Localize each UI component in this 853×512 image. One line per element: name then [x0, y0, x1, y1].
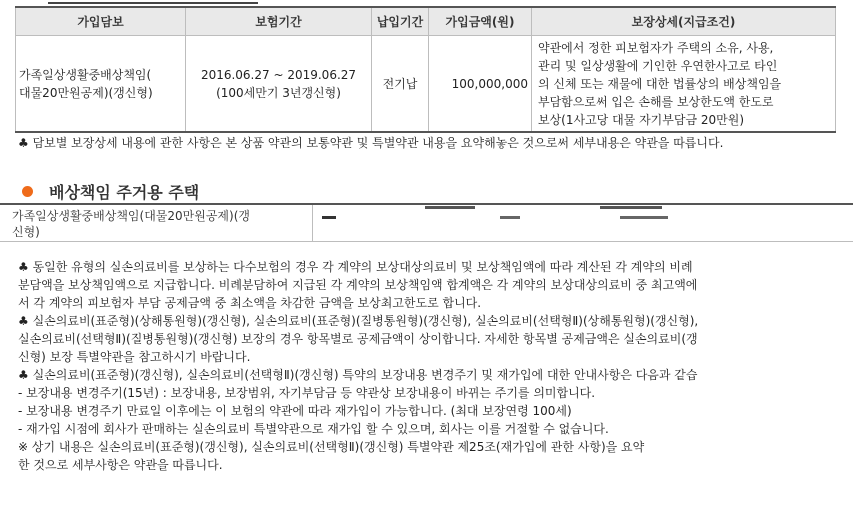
- notes-block: [18, 258, 838, 474]
- column-divider: [312, 205, 313, 241]
- detail-line: 약관에서 정한 피보험자가 주택의 소유, 사용,: [538, 40, 774, 55]
- coverage-line: 가족일상생활중배상책임(: [19, 67, 152, 82]
- table-header-row: [16, 7, 836, 36]
- detail-line: 보상(1사고당 대물 자기부담금 20만원): [538, 112, 745, 127]
- note-line: ※ 상기 내용은 실손의료비(표준형)(갱신형), 실손의료비(선택형Ⅱ)(갱신형) 특별약관 제25조(재가입에 관한 사항)을 요약: [18, 440, 645, 454]
- section-row-label: [12, 208, 310, 240]
- clipped-text-fragment: [322, 216, 336, 219]
- note-line: 한 것으로 세부사항은 약관을 따릅니다.: [18, 458, 223, 472]
- clipped-text-fragment: [600, 206, 662, 209]
- clipped-text-fragment: [620, 216, 668, 219]
- cell-coverage: [16, 36, 186, 133]
- section-heading: [22, 180, 199, 203]
- header-coverage: 가입담보: [16, 7, 186, 36]
- table-footnote: ♣ 담보별 보장상세 내용에 관한 사항은 본 상품 약관의 보통약관 및 특별약관 내용을 요약해놓은 것으로써 세부내용은 약관을 따릅니다.: [18, 136, 724, 150]
- note-line: 신형) 보장 특별약관을 참고하시기 바랍니다.: [18, 350, 251, 364]
- note-line: - 재가입 시점에 회사가 판매하는 실손의료비 특별약관으로 재가입 할 수 있으며, 회사는 이를 거절할 수 없습니다.: [18, 422, 609, 436]
- section-row-line: 가족일상생활중배상책임(대물20만원공제)(갱: [12, 209, 250, 223]
- table-row: [16, 36, 836, 133]
- cell-amount: 100,000,000: [429, 36, 532, 133]
- detail-line: 관리 및 일상생활에 기인한 우연한사고로 타인: [538, 58, 778, 73]
- period-line: 2016.06.27 ~ 2019.06.27: [200, 67, 357, 82]
- note-line: - 보장내용 변경주기 만료일 이후에는 이 보험의 약관에 따라 재가입이 가능합니다. (최대 보장연령 100세): [18, 404, 572, 418]
- detail-line: 의 신체 또는 재물에 대한 법률상의 배상책임을: [538, 76, 782, 91]
- period-line: (100세만기 3년갱신형): [216, 85, 341, 100]
- note-line: ♣ 동일한 유형의 실손의료비를 보상하는 다수보험의 경우 각 계약의 보상대상의료비 및 보상책임액에 따라 계산된 각 계약의 비례: [18, 260, 693, 274]
- section-title: 배상책임 주거용 주택: [49, 183, 200, 202]
- note-line: 분담액을 보상책임액으로 지급합니다. 비례분담하여 지급된 각 계약의 보상책임액 합계액은 각 계약의 보상대상의료비 중 최고액에: [18, 278, 698, 292]
- note-line: ♣ 실손의료비(표준형)(상해통원형)(갱신형), 실손의료비(표준형)(질병통원형)(갱신형), 실손의료비(선택형Ⅱ)(상해통원형)(갱신형),: [18, 314, 699, 328]
- coverage-line: 대물20만원공제)(갱신형): [19, 85, 153, 100]
- note-line: 서 각 계약의 피보험자 부담 공제금액 중 최소액을 차감한 금액을 보상최고한도로 합니다.: [18, 296, 482, 310]
- cell-detail: [532, 36, 836, 133]
- cell-period: [186, 36, 372, 133]
- section-row-line: 신형): [12, 225, 40, 239]
- header-amount: 가입금액(원): [429, 7, 532, 36]
- heading-underline: [48, 2, 258, 4]
- clipped-text-fragment: [500, 216, 520, 219]
- cell-payment: 전기납: [372, 36, 429, 133]
- detail-line: 부담함으로써 입은 손해를 보상한도액 한도로: [538, 94, 774, 109]
- coverage-table: [15, 6, 836, 133]
- header-period: 보험기간: [186, 7, 372, 36]
- note-line: ♣ 실손의료비(표준형)(갱신형), 실손의료비(선택형Ⅱ)(갱신형) 특약의 보장내용 변경주기 및 재가입에 대한 안내사항은 다음과 같습: [18, 368, 698, 382]
- header-detail: 보장상세(지급조건): [532, 7, 836, 36]
- header-payment: 납입기간: [372, 7, 429, 36]
- clipped-text-fragment: [425, 206, 475, 209]
- bullet-dot-icon: [22, 186, 33, 197]
- note-line: 실손의료비(선택형Ⅱ)(질병통원형)(갱신형) 보장의 경우 항목별로 공제금액이 상이합니다. 자세한 항목별 공제금액은 실손의료비(갱: [18, 332, 698, 346]
- note-line: - 보장내용 변경주기(15년) : 보장내용, 보장범위, 자기부담금 등 약관상 보장내용이 바뀌는 주기를 의미합니다.: [18, 386, 596, 400]
